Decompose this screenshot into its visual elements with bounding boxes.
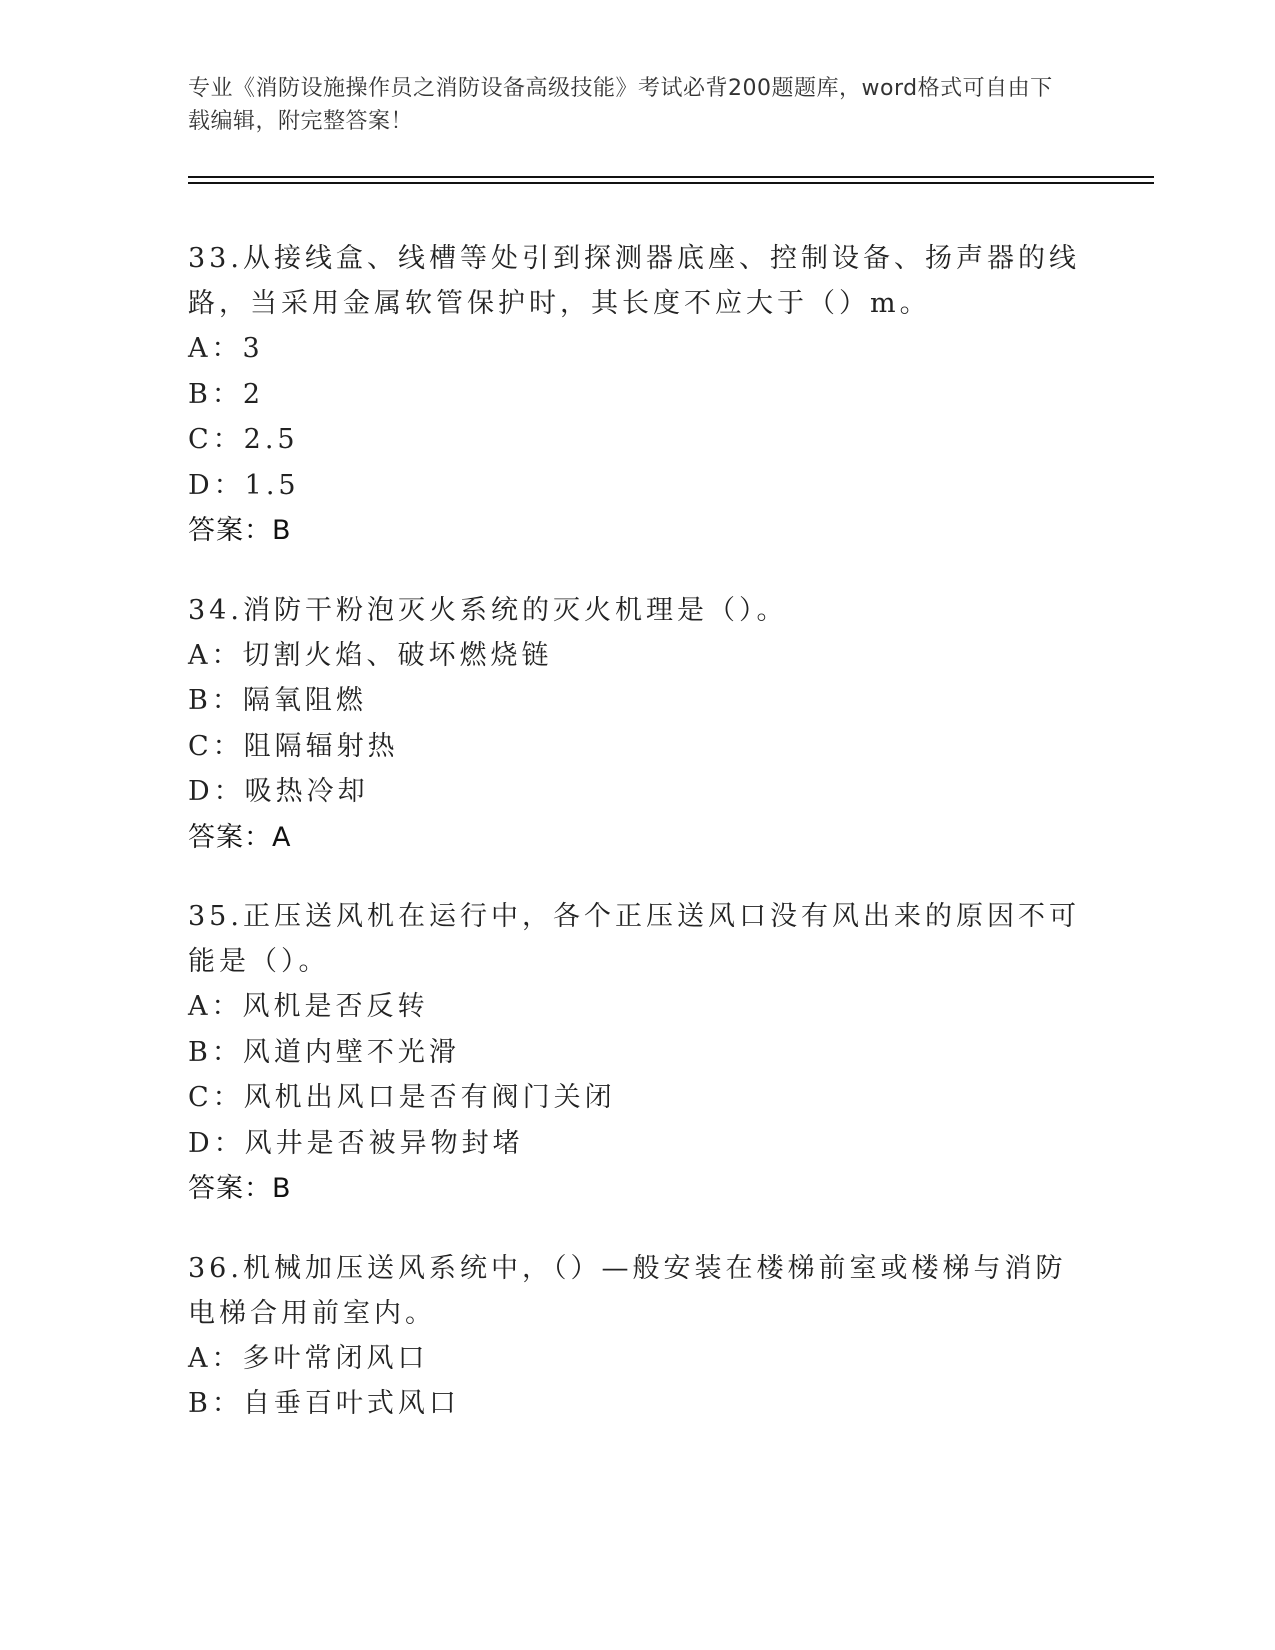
option-b: B：隔氧阻燃 <box>188 685 367 716</box>
header-divider-bottom <box>188 182 1154 184</box>
answer-line: 答案：B <box>188 1173 292 1204</box>
option-a: A：3 <box>188 333 264 364</box>
option-a: A：多叶常闭风口 <box>188 1342 429 1374</box>
question-stem: 35.正压送风机在运行中，各个正压送风口没有风出来的原因不可能是（）。 <box>188 901 1080 977</box>
option-c: C：风机出风口是否有阀门关闭 <box>188 1082 616 1113</box>
option-a: A：风机是否反转 <box>188 991 429 1022</box>
question-stem: 33.从接线盒、线槽等处引到探测器底座、控制设备、扬声器的线路，当采用金属软管保护时，其长度不应大于（）m。 <box>188 243 1080 319</box>
option-c: C：2.5 <box>188 424 299 455</box>
option-c: C：阻隔辐射热 <box>188 730 399 762</box>
option-d: D：吸热冷却 <box>188 776 369 807</box>
option-a: A：切割火焰、破坏燃烧链 <box>188 639 553 671</box>
question-stem: 34.消防干粉泡灭火系统的灭火机理是（）。 <box>188 594 788 626</box>
question-36 <box>188 1246 1088 1427</box>
answer-line: 答案：A <box>188 821 292 853</box>
question-35 <box>188 894 1088 1212</box>
option-b: B：风道内壁不光滑 <box>188 1036 460 1068</box>
option-b: B：2 <box>188 378 265 410</box>
document-header: 专业《消防设施操作员之消防设备高级技能》考试必背200题题库，word格式可自由下载编辑，附完整答案！ <box>188 76 1053 134</box>
question-stem: 36.机械加压送风系统中，（）—般安装在楼梯前室或楼梯与消防电梯合用前室内。 <box>188 1252 1067 1329</box>
answer-line: 答案：B <box>188 515 292 546</box>
question-33 <box>188 236 1088 554</box>
option-d: D：1.5 <box>188 469 300 501</box>
option-d: D：风井是否被异物封堵 <box>188 1127 524 1159</box>
question-list <box>188 236 1088 1461</box>
question-34 <box>188 588 1088 861</box>
header-divider-top <box>188 176 1154 178</box>
option-b: B：自垂百叶式风口 <box>188 1388 460 1419</box>
